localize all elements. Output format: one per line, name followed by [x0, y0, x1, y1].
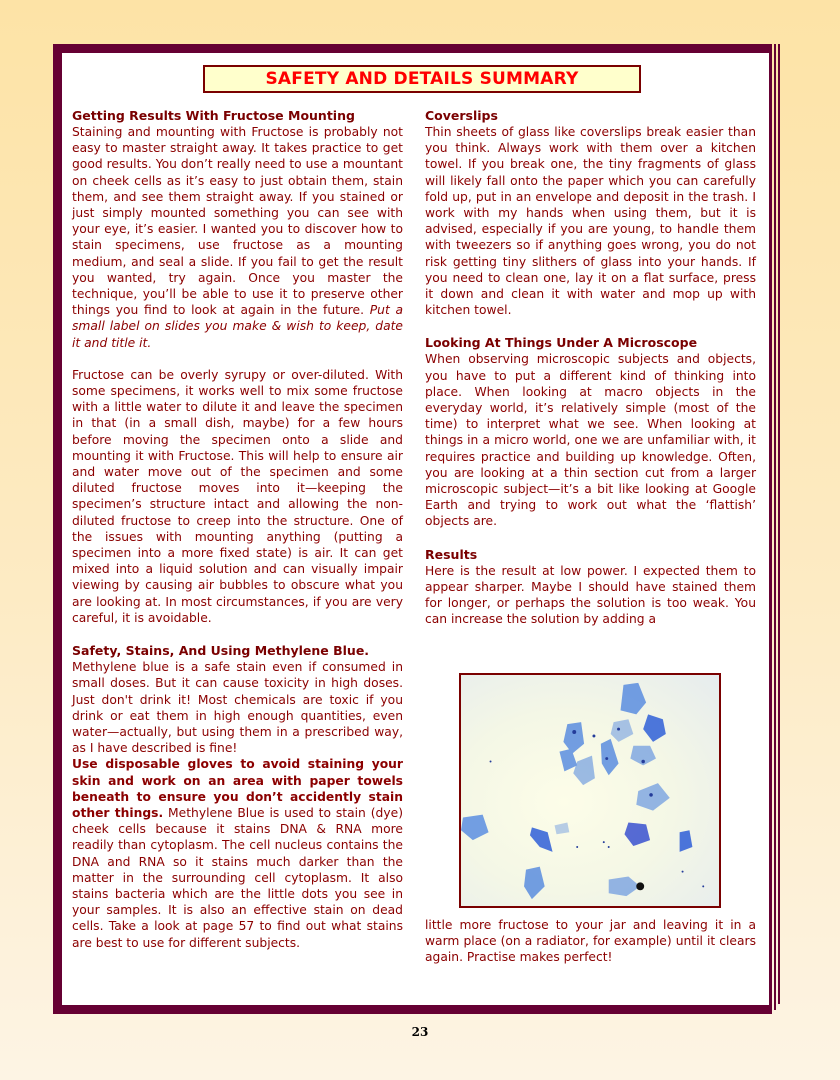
- cell: [555, 822, 570, 834]
- nucleus: [641, 760, 645, 764]
- cell: [636, 783, 669, 811]
- page-number: 23: [411, 1025, 429, 1039]
- nucleus: [608, 846, 610, 848]
- page-title-box: [203, 65, 641, 93]
- cell: [530, 827, 553, 852]
- cell: [624, 822, 650, 846]
- right-column: [425, 107, 756, 627]
- nucleus: [576, 846, 578, 848]
- cell: [621, 683, 647, 714]
- cell: [461, 815, 489, 841]
- nucleus: [617, 728, 620, 731]
- nucleus: [592, 734, 595, 737]
- section-body-results: Here is the result at low power. I expected them to appear sharper. Maybe I should have stained them for longer, or perhaps the solution is too weak. You can increase the solution by adding a: [425, 563, 756, 627]
- stained-cheek-cells-image: [459, 673, 721, 908]
- frame-edge-line: [774, 44, 776, 1010]
- paragraph-text: Methylene blue is a safe stain even if consumed in small doses. But it can cause toxicity in high doses. Just don't drink it! Most chemicals are toxic if you drink or eat them in high enough quantities, even water—actually, but using them in a prescribed way, as I have described is fine!: [72, 660, 403, 756]
- section-body-microscope: When observing microscopic subjects and objects, you have to put a different kind of thinking into place. When looking at macro objects in the everyday world, it’s relatively simple (most of the time) to interpret what we see. When looking at things in a micro world, one we are unfamiliar with, it requires practice and building up knowledge. Often, you are looking at a thin section cut from a larger microscopic subject—it’s a bit like looking at Google Earth and trying to work out what the ‘flattish’ objects are.: [425, 352, 756, 529]
- nucleus: [702, 885, 704, 887]
- cell: [601, 739, 619, 775]
- left-column: [72, 107, 403, 951]
- section-body-coverslips: Thin sheets of glass like coverslips break easier than you think. Always work with them over a kitchen towel. If you break one, the tiny fragments of glass will likely fall onto the paper which you can carefully fold up, put in an envelope and deposit in the trash. I work with my hands when using them, but it is advised, especially if you are young, to handle them with tweezers so if anything goes wrong, you do not risk getting tiny slithers of glass into your hands. If you need to clean one, lay it on a flat surface, press it down and clean it with water and mop up with kitchen towel.: [425, 125, 756, 318]
- nucleus: [649, 793, 653, 797]
- section-heading-coverslips: Coverslips: [425, 108, 498, 123]
- section-heading-microscope: Looking At Things Under A Microscope: [425, 335, 698, 351]
- nucleus: [490, 761, 492, 763]
- section-heading-fructose-mounting: Getting Results With Fructose Mounting: [72, 108, 355, 123]
- section-body-fructose-mounting: [72, 124, 403, 351]
- section-body-methylene-blue: [72, 659, 403, 951]
- cell: [609, 877, 641, 897]
- cell: [563, 722, 584, 753]
- page-title: SAFETY AND DETAILS SUMMARY: [265, 69, 579, 89]
- frame-edge-line: [778, 44, 780, 1004]
- bubble: [636, 882, 644, 890]
- section-body-fructose-dilution: Fructose can be overly syrupy or over-diluted. With some specimens, it works well to mix some fructose with a little water to dilute it and leave the specimen in that (in a small dish, maybe) for a few hours before moving the specimen onto a slide and mounting it with Fructose. This will help to ensure air and water move out of the specimen and some diluted fructose moves into it—keeping the specimen’s structure intact and allowing the non-diluted fructose to creep into the structure. One of the issues with mounting anything (putting a specimen into a more fixed state) is air. It can get mixed into a liquid solution and can visually impair viewing by causing air bubbles to obscure what you are looking at. In most circumstances, if you are very careful, it is avoidable.: [72, 367, 403, 625]
- cell: [559, 749, 577, 772]
- italic-tip: Put a small label on slides you make & wish to keep, date it and title it.: [72, 303, 403, 350]
- cell: [643, 714, 666, 742]
- nucleus: [572, 730, 576, 734]
- paragraph-text: Staining and mounting with Fructose is probably not easy to master straight away. It takes practice to get good results. You don’t really need to use a mountant on cheek cells as it’s easy to just obtain them, stain them, and see them straight away. If you stained or just simply mounted something you can see with your eye, it’s easier. I wanted you to discover how to stain specimens, use fructose as a mounting medium, and seal a slide. If you fail to get the result you wanted, try again. Once you master the technique, you’ll be able to use it to preserve other things you find to look at again in the future.: [72, 125, 403, 318]
- safety-warning: Use disposable gloves to avoid staining your skin and work on an area with paper towels beneath to ensure you don’t accidently stain other things.: [72, 757, 403, 820]
- section-heading-results: Results: [425, 546, 478, 562]
- cell: [524, 867, 545, 899]
- nucleus: [682, 871, 684, 873]
- cell: [680, 830, 693, 852]
- paragraph-text: Methylene Blue is used to stain (dye) cheek cells because it stains DNA & RNA more readily than cytoplasm. The cell nucleus contains the DNA and RNA so it stains much darker than the matter in the surrounding cell cytoplasm. It also stains bacteria which are the little dots you see in your samples. It is also an effective stain on dead cells. Take a look at page 57 to find out what stains are best to use for different subjects.: [72, 805, 403, 950]
- micrograph: [461, 675, 719, 906]
- section-heading-methylene-blue: Safety, Stains, And Using Methylene Blue.: [72, 643, 370, 659]
- cell: [573, 756, 595, 785]
- cell: [611, 719, 634, 742]
- section-body-results-continued: little more fructose to your jar and leaving it in a warm place (on a radiator, for example) until it clears again. Practise makes perfect!: [425, 918, 756, 965]
- nucleus: [603, 841, 605, 843]
- nucleus: [605, 757, 608, 760]
